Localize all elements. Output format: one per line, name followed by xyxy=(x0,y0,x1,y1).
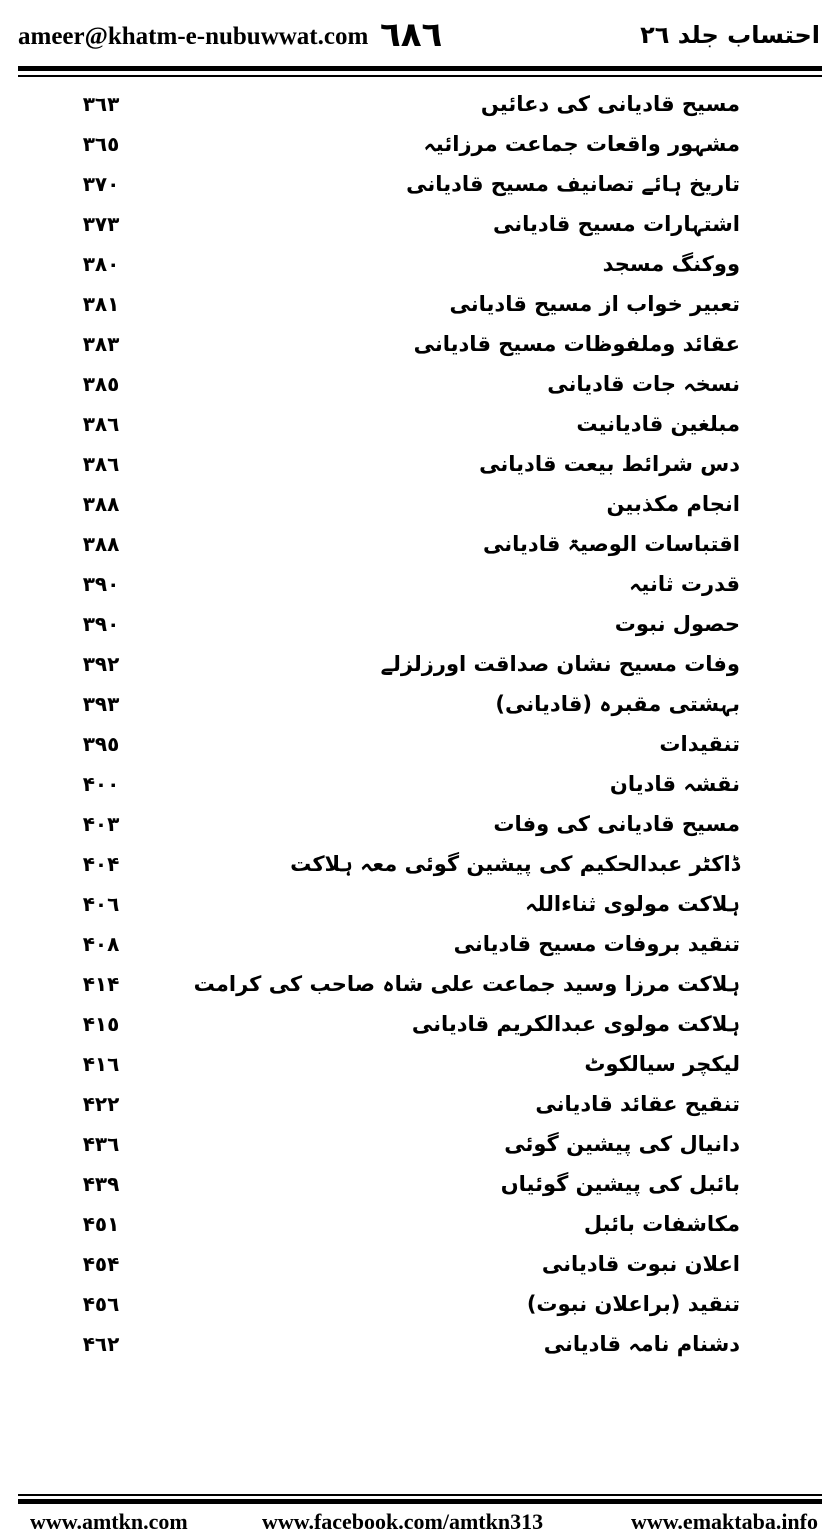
toc-entry-title: حصول نبوت xyxy=(614,612,740,636)
toc-entry-title: اعلان نبوت قادیانی xyxy=(541,1252,740,1276)
footer-link-amtkn[interactable]: www.amtkn.com xyxy=(30,1509,188,1534)
toc-entry-page: ٣٩٠ xyxy=(82,612,120,636)
toc-entry xyxy=(0,724,840,764)
toc-entry-page: ٣٨٦ xyxy=(82,452,120,476)
toc-entry xyxy=(0,844,840,884)
toc-entry xyxy=(0,364,840,404)
toc-entry xyxy=(0,164,840,204)
page-number: ٦٨٦ xyxy=(380,15,443,55)
toc-entry-title: قدرت ثانیہ xyxy=(629,572,740,596)
toc-entry-title: تنقیدات xyxy=(659,732,740,756)
toc-entry-title: ووکنگ مسجد xyxy=(602,252,740,276)
toc-entry-page: ۴٠٦ xyxy=(82,892,120,916)
toc-entry-page: ٣٧٣ xyxy=(82,212,120,236)
toc-entry-page: ٣٨٨ xyxy=(82,532,120,556)
toc-entry-title: دس شرائط بیعت قادیانی xyxy=(479,452,740,476)
footer-link-facebook[interactable]: www.facebook.com/amtkn313 xyxy=(262,1509,544,1534)
table-of-contents xyxy=(0,84,840,1364)
toc-entry-title: مکاشفات بائبل xyxy=(583,1212,740,1236)
toc-entry-title: دشنام نامہ قادیانی xyxy=(543,1332,740,1356)
header-rule-thin xyxy=(18,75,822,77)
toc-entry xyxy=(0,924,840,964)
toc-entry xyxy=(0,84,840,124)
toc-entry-title: مسیح قادیانی کی وفات xyxy=(493,812,740,836)
toc-entry-title: اقتباسات الوصیۃ قادیانی xyxy=(483,532,740,556)
toc-entry xyxy=(0,804,840,844)
toc-entry xyxy=(0,884,840,924)
toc-entry-page: ٣٦٣ xyxy=(82,92,120,116)
toc-entry-title: مشہور واقعات جماعت مرزائیہ xyxy=(423,132,740,156)
toc-entry-title: بہشتی مقبرہ (قادیانی) xyxy=(495,692,740,716)
toc-entry-page: ۴٥١ xyxy=(82,1212,120,1236)
toc-entry-page: ٣٨١ xyxy=(82,292,120,316)
toc-entry xyxy=(0,404,840,444)
toc-entry-title: نسخہ جات قادیانی xyxy=(547,372,740,396)
toc-entry-page: ٣٩٠ xyxy=(82,572,120,596)
toc-entry xyxy=(0,244,840,284)
footer-link-emaktaba[interactable]: www.emaktaba.info xyxy=(630,1509,818,1534)
toc-entry-title: دانیال کی پیشین گوئی xyxy=(504,1132,740,1156)
toc-entry-title: ہلاکت مولوی ثناءاللہ xyxy=(525,892,740,916)
toc-entry xyxy=(0,1044,840,1084)
toc-entry-page: ٣٨٥ xyxy=(82,372,120,396)
toc-entry-title: ڈاکٹر عبدالحکیم کی پیشین گوئی معہ ہلاکت xyxy=(290,852,740,876)
toc-entry xyxy=(0,484,840,524)
toc-entry xyxy=(0,684,840,724)
toc-entry-page: ۴٠٨ xyxy=(82,932,120,956)
toc-entry xyxy=(0,964,840,1004)
toc-entry xyxy=(0,764,840,804)
toc-entry-page: ۴١۴ xyxy=(82,972,120,996)
toc-entry-title: وفات مسیح نشان صداقت اورزلزلے xyxy=(380,652,740,676)
toc-entry-page: ۴٥۴ xyxy=(82,1252,120,1276)
toc-entry xyxy=(0,564,840,604)
toc-entry-title: تنقید بروفات مسیح قادیانی xyxy=(453,932,740,956)
toc-entry-page: ۴٥٦ xyxy=(82,1292,120,1316)
toc-entry-page: ۴١٥ xyxy=(82,1012,120,1036)
toc-entry xyxy=(0,1004,840,1044)
toc-entry-title: اشتہارات مسیح قادیانی xyxy=(492,212,740,236)
toc-entry-title: مسیح قادیانی کی دعائیں xyxy=(480,92,740,116)
toc-entry-page: ٣٩٢ xyxy=(82,652,120,676)
toc-entry xyxy=(0,604,840,644)
toc-entry-page: ۴٦٢ xyxy=(82,1332,120,1356)
toc-entry xyxy=(0,1084,840,1124)
toc-entry-title: نقشہ قادیان xyxy=(609,772,740,796)
toc-entry-page: ٣٨٠ xyxy=(82,252,120,276)
toc-entry xyxy=(0,1204,840,1244)
toc-entry-page: ۴٠٠ xyxy=(82,772,120,796)
toc-entry-page: ۴٣٩ xyxy=(82,1172,120,1196)
toc-entry-title: تنقید (براعلان نبوت) xyxy=(526,1292,740,1316)
toc-entry-page: ٣٨٨ xyxy=(82,492,120,516)
toc-entry-title: عقائد وملفوظات مسیح قادیانی xyxy=(413,332,740,356)
toc-entry xyxy=(0,1244,840,1284)
toc-entry-page: ٣٨٦ xyxy=(82,412,120,436)
toc-entry xyxy=(0,1164,840,1204)
toc-entry-page: ۴٠۴ xyxy=(82,852,120,876)
toc-entry-title: لیکچر سیالکوٹ xyxy=(584,1052,740,1076)
toc-entry-page: ۴٠٣ xyxy=(82,812,120,836)
toc-entry-title: بائبل کی پیشین گوئیاں xyxy=(500,1172,740,1196)
toc-entry xyxy=(0,284,840,324)
footer-rule-thin xyxy=(18,1494,822,1496)
toc-entry xyxy=(0,1324,840,1364)
page-header xyxy=(0,0,840,70)
toc-entry-page: ۴٣٦ xyxy=(82,1132,120,1156)
toc-entry xyxy=(0,444,840,484)
footer-rule-thick xyxy=(18,1499,822,1504)
toc-entry-title: ہلاکت مولوی عبدالکریم قادیانی xyxy=(411,1012,740,1036)
toc-entry-title: تعبیر خواب از مسیح قادیانی xyxy=(449,292,740,316)
toc-entry xyxy=(0,324,840,364)
toc-entry-title: مبلغین قادیانیت xyxy=(576,412,740,436)
toc-entry xyxy=(0,524,840,564)
header-email: ameer@khatm-e-nubuwwat.com xyxy=(18,23,369,50)
toc-entry-page: ٣٩٥ xyxy=(82,732,120,756)
toc-entry-page: ٣٩٣ xyxy=(82,692,120,716)
toc-entry-title: تنقیح عقائد قادیانی xyxy=(535,1092,740,1116)
toc-entry xyxy=(0,644,840,684)
toc-entry xyxy=(0,204,840,244)
toc-entry xyxy=(0,1284,840,1324)
toc-entry-title: تاریخ ہائے تصانیف مسیح قادیانی xyxy=(406,172,740,196)
toc-entry-page: ٣٨٣ xyxy=(82,332,120,356)
toc-entry xyxy=(0,124,840,164)
toc-entry-title: انجام مکذبین xyxy=(606,492,740,516)
toc-entry xyxy=(0,1124,840,1164)
page-footer xyxy=(0,1506,840,1540)
toc-entry-page: ٣٦٥ xyxy=(82,132,120,156)
header-rule-thick xyxy=(18,66,822,71)
toc-entry-title: ہلاکت مرزا وسید جماعت علی شاہ صاحب کی کرامت xyxy=(193,972,740,996)
toc-entry-page: ٣٧٠ xyxy=(82,172,120,196)
volume-title: احتساب جلد ٢٦ xyxy=(640,21,820,49)
toc-entry-page: ۴٢٢ xyxy=(82,1092,120,1116)
toc-entry-page: ۴١٦ xyxy=(82,1052,120,1076)
